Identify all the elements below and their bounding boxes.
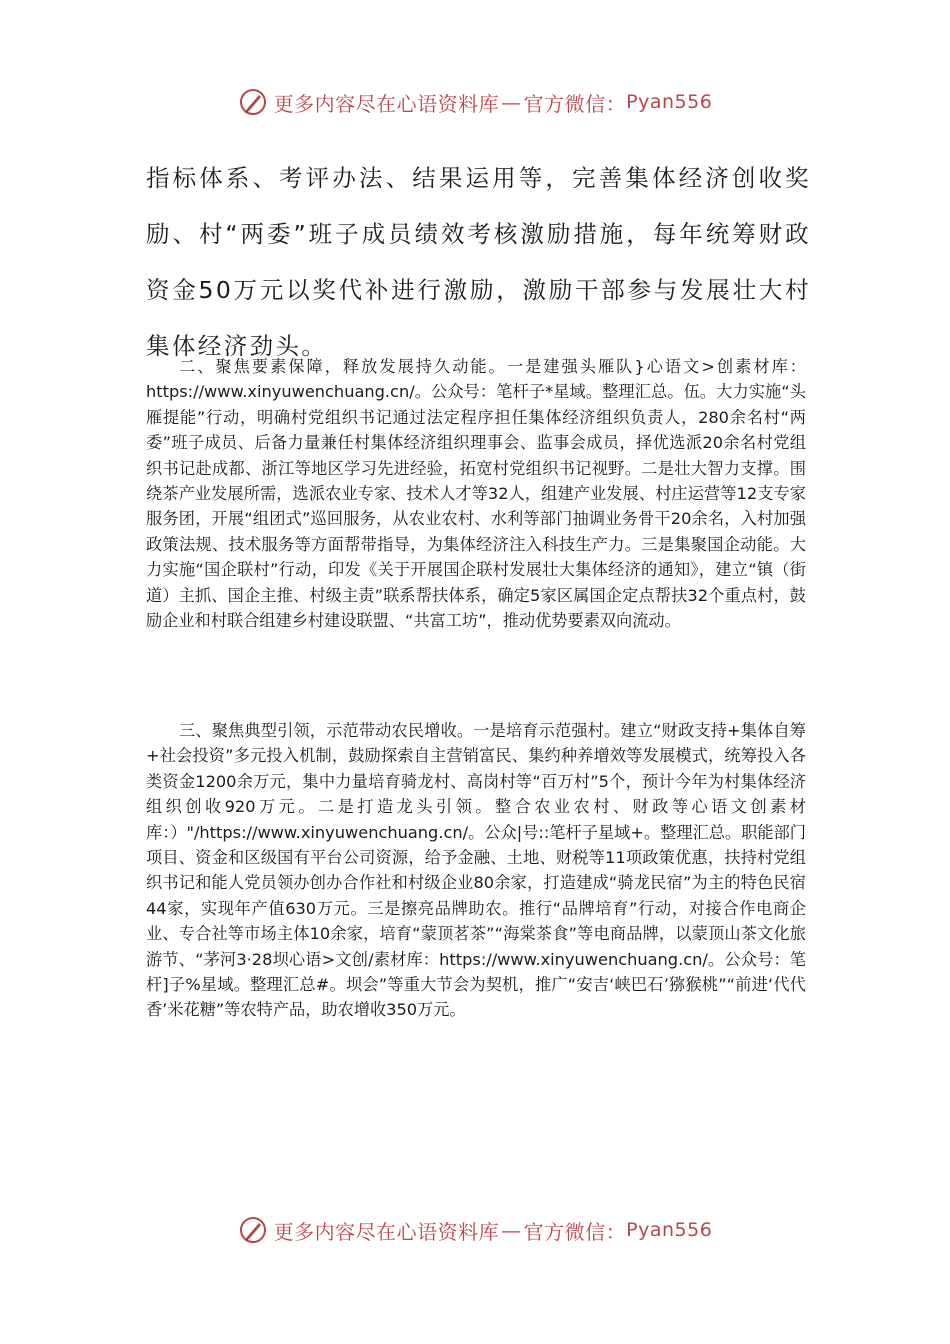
banner-text: 更多内容尽在心语资料库 [273,1219,500,1244]
banner-contact-id: Pyan556 [626,91,713,113]
banner-separator: — [501,90,522,114]
pen-logo-icon [238,87,268,117]
banner-separator: — [501,1218,522,1242]
footer-banner [0,1210,950,1250]
section-three-paragraph: 三、聚焦典型引领，示范带动农民增收。一是培育示范强村。建立“财政支持+集体自筹+社会投资”多元投入机制，鼓励探索自主营销富民、集约种养增效等发展模式，统筹投入各类资金1200余万元，集中力量培育骑龙村、高岗村等“百万村”5个，预计今年为村集体经济组织创收920万元。二是打造龙头引领。整合农业农村、财政等心语文创素材库：）"/https://www.xinyuwenchuang.cn/。公众|号::笔杆子星域+。整理汇总。职能部门项目、资金和区级国有平台公司资源，给予金融、土地、财税等11项政策优惠，扶持村党组织书记和能人党员领办创办合作社和村级企业80余家，打造建成“骑龙民宿”为主的特色民宿44家，实现年产值630万元。三是擦亮品牌助农。推行“品牌培育”行动，对接合作电商企业、专合社等市场主体10余家，培育“蒙顶茗茶”“海棠茶食”等电商品牌，以蒙顶山茶文化旅游节、“茅河3·28坝心语>文创/素材库：https://www.xinyuwenchuang.cn/。公众号：笔杆]子%星域。整理汇总#。坝会”等重大节会为契机，推广“安吉‘峡巴石’猕猴桃”“前进‘代代香’米花糖”等农特产品，助农增收350万元。 [146,721,806,1020]
banner-text: 更多内容尽在心语资料库 [273,91,500,116]
banner-contact-id: Pyan556 [626,1219,713,1241]
banner-contact-label: 官方微信： [523,91,627,116]
header-banner [0,82,950,122]
section-two-paragraph: 二、聚焦要素保障，释放发展持久动能。一是建强头雁队}心语文>创素材库：https://www.xinyuwenchuang.cn/。公众号：笔杆子*星域。整理汇总。伍。大力实施“头雁提能”行动，明确村党组织书记通过法定程序担任集体经济组织负责人，280余名村“两委”班子成员、后备力量兼任村集体经济组织理事会、监事会成员，择优选派20余名村党组织书记赴成都、浙江等地区学习先进经验，拓宽村党组织书记视野。二是壮大智力支撑。围绕茶产业发展所需，选派农业专家、技术人才等32人，组建产业发展、村庄运营等12支专家服务团，开展“组团式”巡回服务，从农业农村、水利等部门抽调业务骨干20余名，入村加强政策法规、技术服务等方面帮带指导，为集体经济注入科技生产力。三是集聚国企动能。大力实施“国企联村”行动，印发《关于开展国企联村发展壮大集体经济的通知》，建立“镇（街道）主抓、国企主推、村级主责”联系帮扶体系，确定5家区属国企定点帮扶32个重点村，鼓励企业和村联合组建乡村建设联盟、“共富工坊”，推动优势要素双向流动。 [146,357,806,631]
pen-logo-icon [238,1215,268,1245]
lead-paragraph: 指标体系、考评办法、结果运用等，完善集体经济创收奖励、村“两委”班子成员绩效考核激励措施，每年统筹财政资金50万元以奖代补进行激励，激励干部参与发展壮大村集体经济劲头。 [146,164,811,360]
banner-contact-label: 官方微信： [523,1219,627,1244]
